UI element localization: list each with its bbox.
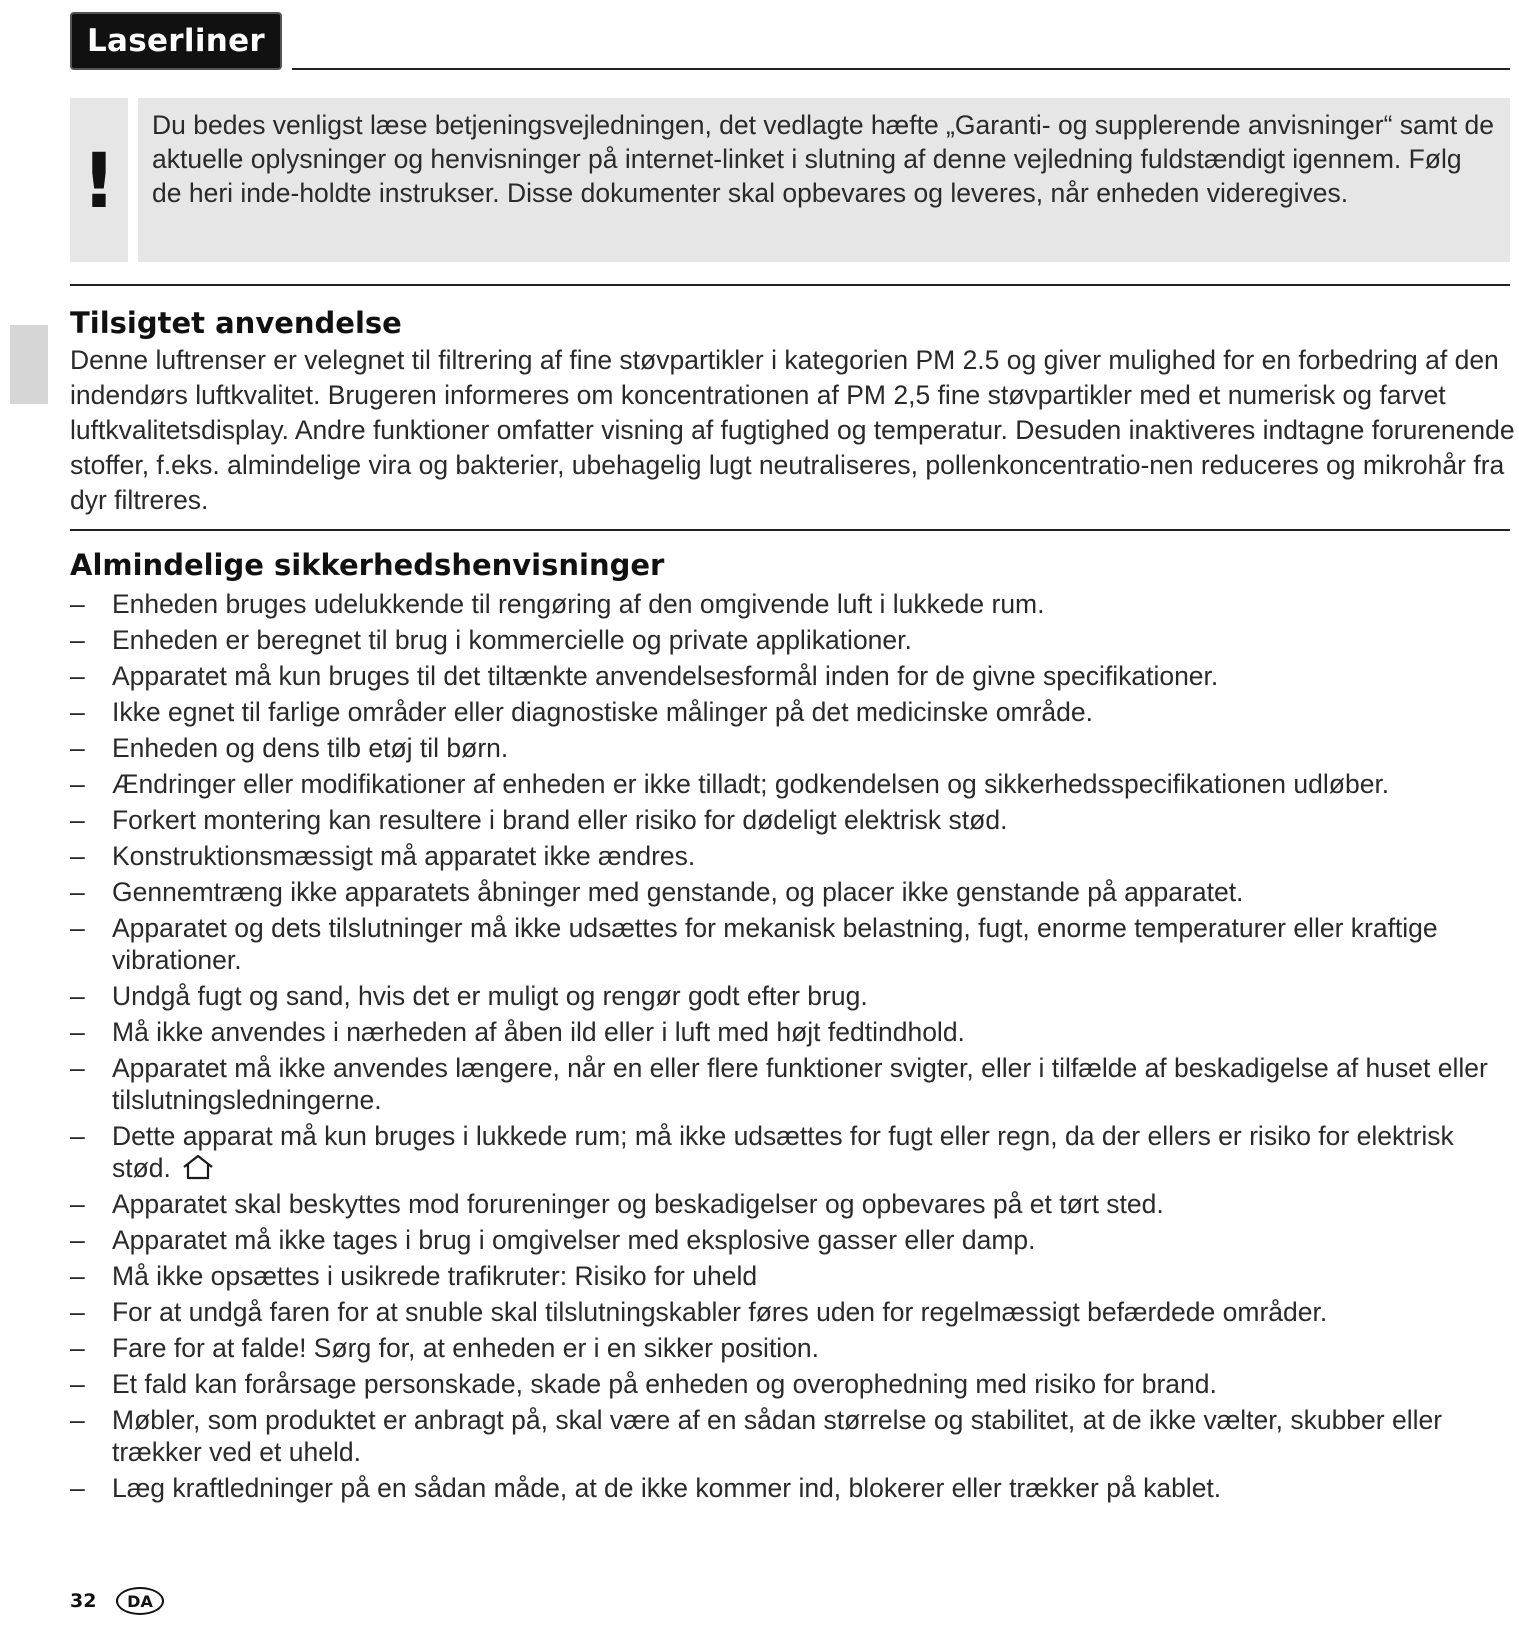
- list-dash: –: [70, 589, 85, 619]
- list-dash: –: [70, 661, 85, 691]
- safety-item: [70, 1368, 1510, 1400]
- brand-logo-text: Laserliner: [86, 23, 266, 59]
- safety-item: [70, 912, 1510, 976]
- list-dash: –: [70, 1473, 85, 1503]
- list-dash: –: [70, 1053, 85, 1083]
- list-dash: –: [70, 697, 85, 727]
- safety-item: [70, 696, 1510, 728]
- exclamation-icon: [70, 98, 128, 262]
- safety-item-text: Læg kraftledninger på en sådan måde, at de ikke kommer ind, blokerer eller trækker på kablet.: [112, 1473, 1222, 1503]
- side-tab-marker: [10, 325, 48, 404]
- intended-use-text: Denne luftrenser er velegnet til filtrering af fine støvpartikler i kategorien PM 2.5 og giver mulighed for en forbedring af den indendørs luftkvalitet. Brugeren informeres om koncentrationen af PM 2,5 fine støvpartikler med et numerisk og farvet luftkvalitetsdisplay. Andre funktioner omfatter visning af fugtighed og temperatur. Desuden inaktiveres indtagne forurenende stoffer, f.eks. almindelige vira og bakterier, ubehagelig lugt neutraliseres, pollenkoncentratio-nen reduceres og mikrohår fra dyr filtreres.: [70, 345, 1515, 515]
- safety-item-text: Konstruktionsmæssigt må apparatet ikke ændres.: [112, 841, 696, 871]
- list-dash: –: [70, 1017, 85, 1047]
- safety-item-text: Et fald kan forårsage personskade, skade på enheden og overophedning med risiko for brand.: [112, 1369, 1217, 1399]
- safety-item: [70, 804, 1510, 836]
- safety-item: [70, 1120, 1510, 1184]
- safety-item: [70, 768, 1510, 800]
- notice-box: [138, 98, 1510, 262]
- safety-item: [70, 1052, 1510, 1116]
- safety-item: [70, 1260, 1510, 1292]
- list-dash: –: [70, 913, 85, 943]
- list-dash: –: [70, 1121, 85, 1151]
- intended-use-heading: Tilsigtet anvendelse: [70, 306, 402, 340]
- safety-item: [70, 1224, 1510, 1256]
- page-number: 32: [70, 1590, 97, 1612]
- list-dash: –: [70, 1297, 85, 1327]
- safety-list: [70, 588, 1510, 1508]
- section-divider: [70, 529, 1510, 531]
- house-icon: [181, 1153, 215, 1181]
- language-badge: [116, 1587, 164, 1615]
- list-dash: –: [70, 1333, 85, 1363]
- safety-item-text: Apparatet skal beskyttes mod forureninger og beskadigelser og opbevares på et tørt sted.: [112, 1189, 1164, 1219]
- safety-item-text: Fare for at falde! Sørg for, at enheden er i en sikker position.: [112, 1333, 820, 1363]
- safety-item: [70, 588, 1510, 620]
- list-dash: –: [70, 1405, 85, 1435]
- list-dash: –: [70, 981, 85, 1011]
- safety-item-text: Gennemtræng ikke apparatets åbninger med genstande, og placer ikke genstande på apparatet.: [112, 877, 1244, 907]
- list-dash: –: [70, 769, 85, 799]
- list-dash: –: [70, 805, 85, 835]
- safety-item-text: Enheden bruges udelukkende til rengøring af den omgivende luft i lukkede rum.: [112, 589, 1045, 619]
- safety-item-text: Enheden og dens tilb etøj til børn.: [112, 733, 509, 763]
- safety-item-text: Apparatet må ikke anvendes længere, når en eller flere funktioner svigter, eller i tilfælde af beskadigelse af huset eller tilslutningsledningerne.: [112, 1053, 1488, 1115]
- list-dash: –: [70, 1369, 85, 1399]
- list-dash: –: [70, 1225, 85, 1255]
- safety-heading: Almindelige sikkerhedshenvisninger: [70, 548, 665, 582]
- safety-item: [70, 1472, 1510, 1504]
- safety-item: [70, 1332, 1510, 1364]
- safety-item-text: Enheden er beregnet til brug i kommercielle og private applikationer.: [112, 625, 912, 655]
- safety-item-text: Forkert montering kan resultere i brand eller risiko for dødeligt elektrisk stød.: [112, 805, 1008, 835]
- safety-item: [70, 1404, 1510, 1468]
- language-badge-label: DA: [127, 1591, 153, 1611]
- list-dash: –: [70, 1189, 85, 1219]
- section-divider: [70, 284, 1510, 286]
- safety-item-text: For at undgå faren for at snuble skal tilslutningskabler føres uden for regelmæssigt befærdede områder.: [112, 1297, 1328, 1327]
- safety-item-text: Må ikke anvendes i nærheden af åben ild eller i luft med højt fedtindhold.: [112, 1017, 965, 1047]
- header-rule: [292, 68, 1510, 70]
- safety-item: [70, 660, 1510, 692]
- safety-item-text: Møbler, som produktet er anbragt på, skal være af en sådan størrelse og stabilitet, at de ikke vælter, skubber eller trækker ved et uheld.: [112, 1405, 1443, 1467]
- safety-item-text: Undgå fugt og sand, hvis det er muligt og rengør godt efter brug.: [112, 981, 868, 1011]
- list-dash: –: [70, 877, 85, 907]
- safety-item-text: Apparatet må ikke tages i brug i omgivelser med eksplosive gasser eller damp.: [112, 1225, 1036, 1255]
- safety-item: [70, 1296, 1510, 1328]
- list-dash: –: [70, 733, 85, 763]
- safety-item-text: Må ikke opsættes i usikrede trafikruter: Risiko for uheld: [112, 1261, 758, 1291]
- safety-item: [70, 1188, 1510, 1220]
- safety-item-text: Dette apparat må kun bruges i lukkede rum; må ikke udsættes for fugt eller regn, da der ellers er risiko for elektrisk stød.: [112, 1121, 1454, 1183]
- exclamation-symbol: !: [81, 135, 117, 225]
- safety-item: [70, 876, 1510, 908]
- safety-item: [70, 840, 1510, 872]
- safety-item-text: Apparatet må kun bruges til det tiltænkte anvendelsesformål inden for de givne specifikationer.: [112, 661, 1219, 691]
- safety-item: [70, 1016, 1510, 1048]
- safety-item: [70, 624, 1510, 656]
- list-dash: –: [70, 841, 85, 871]
- safety-item-text: Ikke egnet til farlige områder eller diagnostiske målinger på det medicinske område.: [112, 697, 1093, 727]
- safety-item: [70, 980, 1510, 1012]
- safety-item: [70, 732, 1510, 764]
- list-dash: –: [70, 1261, 85, 1291]
- safety-item-text: Apparatet og dets tilslutninger må ikke udsættes for mekanisk belastning, fugt, enorme temperaturer eller kraftige vibrationer.: [112, 913, 1438, 975]
- notice-text: Du bedes venligst læse betjeningsvejledningen, det vedlagte hæfte „Garanti- og supplerende anvisninger“ samt de aktuelle oplysninger og henvisninger på internet-linket i slutning af denne vejledning fuldstændigt igennem. Følg de heri inde-holdte instrukser. Disse dokumenter skal opbevares og leveres, når enheden videregives.: [152, 110, 1495, 208]
- list-dash: –: [70, 625, 85, 655]
- safety-item-text: Ændringer eller modifikationer af enheden er ikke tilladt; godkendelsen og sikkerhedsspecifikationen udløber.: [112, 769, 1390, 799]
- brand-logo: [70, 12, 282, 70]
